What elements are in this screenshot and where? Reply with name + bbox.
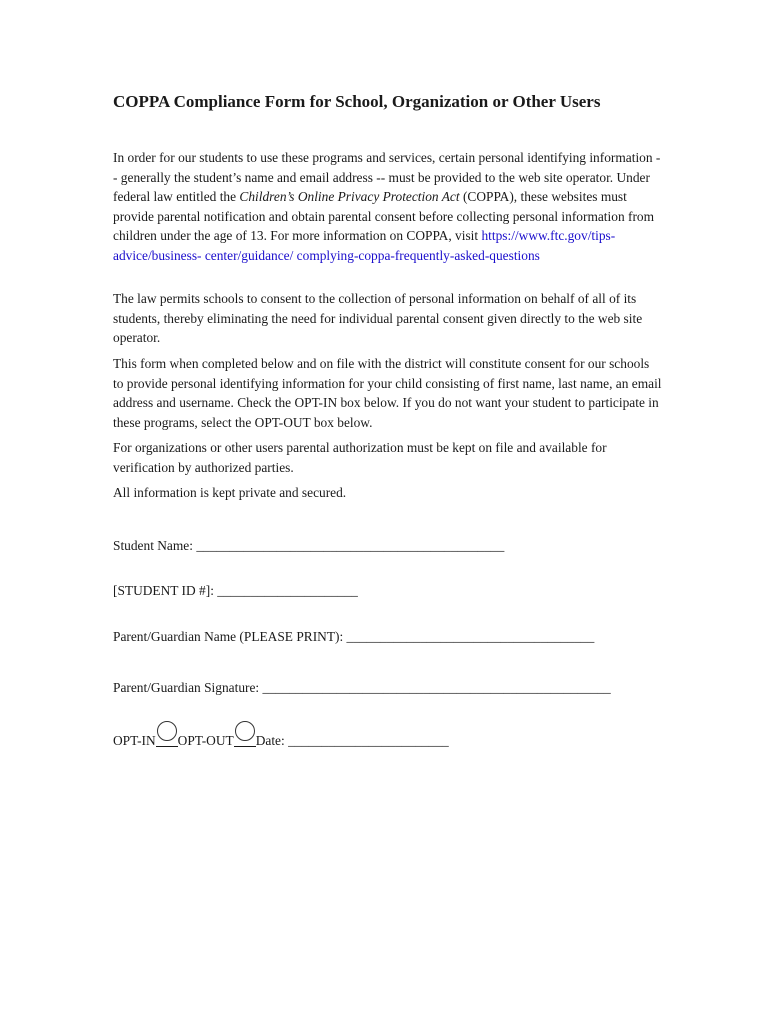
intro-text-b: (COPPA), these websites must provide parental notification and obtain parental consent before collecting personal information from children under the age of 13. For more information on COPPA, visit: [113, 189, 655, 243]
date-label: Date:: [255, 733, 289, 748]
guardian-signature-field[interactable]: ____________________________________________________: [262, 680, 611, 695]
opt-out-underline: [234, 746, 256, 747]
student-id-label: [STUDENT ID #]:: [113, 583, 218, 598]
opt-out-checkbox[interactable]: [234, 733, 256, 745]
guardian-signature-label: Parent/Guardian Signature:: [113, 680, 263, 695]
date-field[interactable]: ________________________: [288, 733, 449, 748]
opt-in-underline: [156, 746, 178, 747]
intro-paragraph: [113, 148, 663, 265]
guardian-signature-row: [113, 678, 611, 697]
schools-consent-paragraph: The law permits schools to consent to the collection of personal information on behalf of all of its students, thereby eliminating the need for individual parental consent given directly to the web site operator.: [113, 291, 643, 345]
guardian-name-label: Parent/Guardian Name (PLEASE PRINT):: [113, 629, 347, 644]
form-consent-paragraph: This form when completed below and on file with the district will constitute consent for our schools to provide personal identifying information for your child consisting of first name, last name, an email address and username. Check the OPT-IN box below. If you do not want your student to participate in these programs, select the OPT-OUT box below.: [113, 356, 662, 430]
privacy-paragraph: All information is kept private and secured.: [113, 485, 347, 500]
guardian-name-field[interactable]: _____________________________________: [346, 629, 595, 644]
opt-in-label: OPT-IN: [113, 733, 156, 748]
student-name-field[interactable]: ______________________________________________: [196, 538, 505, 553]
opt-out-circle-icon: [235, 721, 255, 741]
opt-in-checkbox[interactable]: [156, 733, 178, 745]
ftc-coppa-link[interactable]: https://www.ftc.gov/tips-advice/business- center/guidance/ complying-coppa-frequently-asked-questions: [113, 228, 616, 263]
act-name: Children’s Online Privacy Protection Act: [239, 189, 460, 204]
intro-text-a: In order for our students to use these programs and services, certain personal identifying information -- generally the student’s name and email address -- must be provided to the web site operator. Under federal law entitled the: [113, 150, 661, 204]
student-name-label: Student Name:: [113, 538, 197, 553]
student-id-row: [113, 581, 358, 600]
form-title: COPPA Compliance Form for School, Organization or Other Users: [113, 92, 601, 111]
opt-out-label: OPT-OUT: [177, 733, 234, 748]
opt-in-circle-icon: [157, 721, 177, 741]
organizations-paragraph: For organizations or other users parental authorization must be kept on file and available for verification by authorized parties.: [113, 440, 607, 475]
student-name-row: [113, 536, 504, 555]
opt-date-row: [113, 731, 449, 750]
student-id-field[interactable]: _____________________: [217, 583, 358, 598]
guardian-name-row: [113, 627, 594, 646]
